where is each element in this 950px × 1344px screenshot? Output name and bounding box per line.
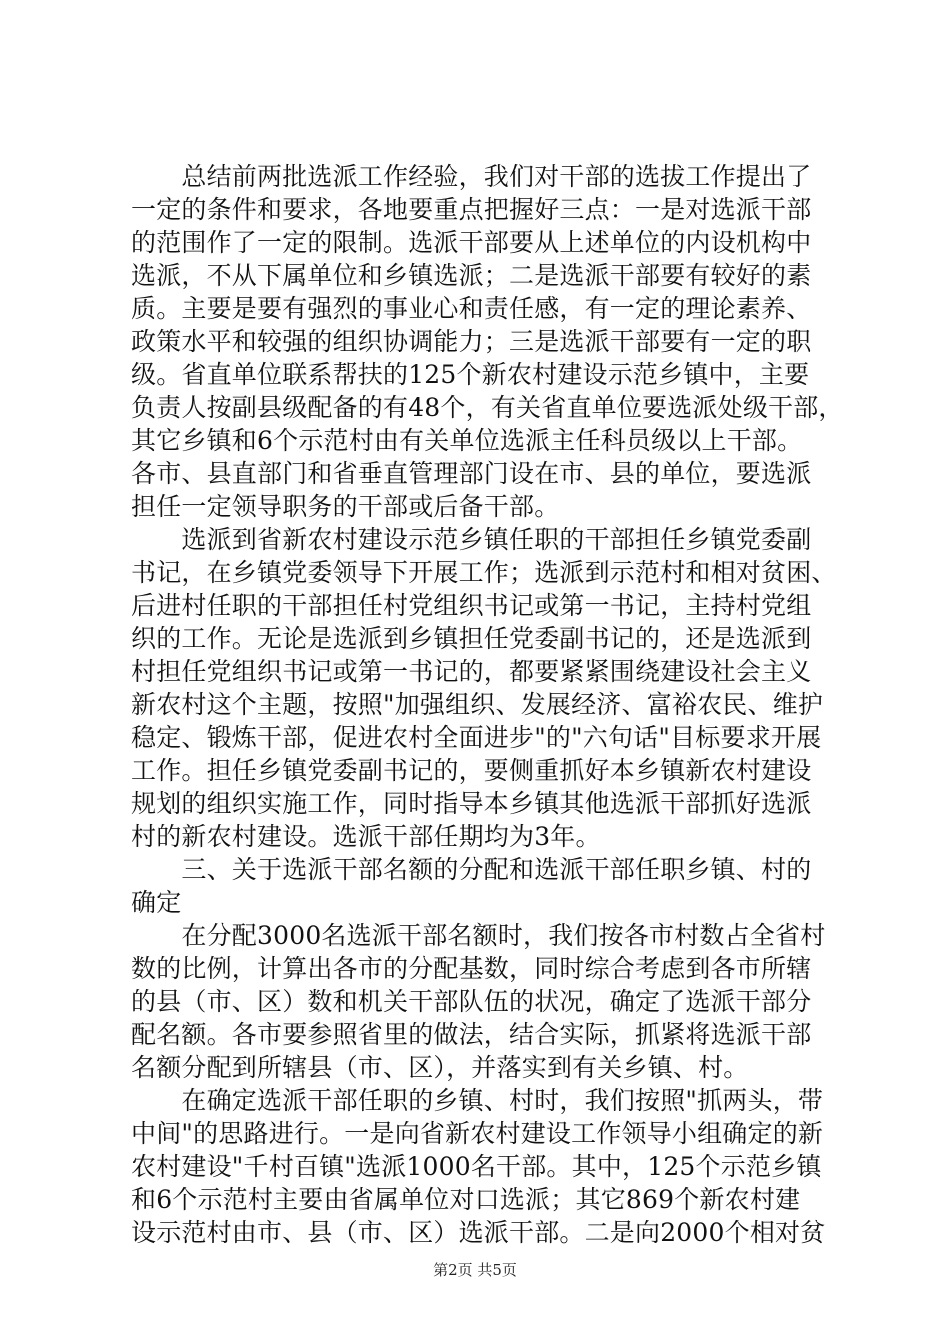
text-line: 在确定选派干部任职的乡镇、村时，我们按照"抓两头，带 (131, 1086, 824, 1115)
text-line: 规划的组织实施工作，同时指导本乡镇其他选派干部抓好选派 (131, 789, 812, 818)
text-line: 在分配3000名选派干部名额时，我们按各市村数占全省村 (131, 921, 826, 950)
page-number-footer: 第2页 共5页 (433, 1261, 517, 1279)
text-line: 织的工作。无论是选派到乡镇担任党委副书记的，还是选派到 (131, 624, 812, 653)
section-heading-line: 三、关于选派干部名额的分配和选派干部任职乡镇、村的 (131, 855, 812, 884)
text-line: 担任一定领导职务的干部或后备干部。 (131, 492, 560, 521)
text-line: 书记，在乡镇党委领导下开展工作；选派到示范村和相对贫困、 (131, 558, 837, 587)
text-line: 质。主要是要有强烈的事业心和责任感，有一定的理论素养、 (131, 294, 812, 323)
text-line: 的县（市、区）数和机关干部队伍的状况，确定了选派干部分 (131, 987, 812, 1016)
text-line: 名额分配到所辖县（市、区），并落实到有关乡镇、村。 (131, 1053, 749, 1082)
text-line: 后进村任职的干部担任村党组织书记或第一书记，主持村党组 (131, 591, 812, 620)
text-line: 设示范村由市、县（市、区）选派干部。二是向2000个相对贫 (131, 1218, 826, 1247)
text-line: 负责人按副县级配备的有48个，有关省直单位要选派处级干部， (131, 393, 844, 422)
text-line: 选派，不从下属单位和乡镇选派；二是选派干部要有较好的素 (131, 261, 812, 290)
document-body (131, 160, 844, 1249)
text-line: 稳定、锻炼干部，促进农村全面进步"的"六句话"目标要求开展 (131, 723, 822, 752)
section-heading-line: 确定 (131, 888, 182, 917)
text-line: 总结前两批选派工作经验，我们对干部的选拔工作提出了 (131, 162, 812, 191)
text-line: 政策水平和较强的组织协调能力；三是选派干部要有一定的职 (131, 327, 812, 356)
text-line: 数的比例，计算出各市的分配基数，同时综合考虑到各市所辖 (131, 954, 812, 983)
text-line: 农村建设"千村百镇"选派1000名干部。其中，125个示范乡镇 (131, 1152, 822, 1181)
text-line: 和6个示范村主要由省属单位对口选派；其它869个新农村建 (131, 1185, 801, 1214)
text-line: 选派到省新农村建设示范乡镇任职的干部担任乡镇党委副 (131, 525, 812, 554)
text-line: 的范围作了一定的限制。选派干部要从上述单位的内设机构中 (131, 228, 812, 257)
text-line: 中间"的思路进行。一是向省新农村建设工作领导小组确定的新 (131, 1119, 824, 1148)
text-line: 村担任党组织书记或第一书记的，都要紧紧围绕建设社会主义 (131, 657, 812, 686)
text-line: 级。省直单位联系帮扶的125个新农村建设示范乡镇中，主要 (131, 360, 810, 389)
text-line: 村的新农村建设。选派干部任期均为3年。 (131, 822, 601, 851)
text-line: 新农村这个主题，按照"加强组织、发展经济、富裕农民、维护 (131, 690, 824, 719)
text-line: 其它乡镇和6个示范村由有关单位选派主任科员级以上干部。 (131, 426, 803, 455)
text-line: 各市、县直部门和省垂直管理部门设在市、县的单位，要选派 (131, 459, 812, 488)
text-line: 工作。担任乡镇党委副书记的，要侧重抓好本乡镇新农村建设 (131, 756, 812, 785)
text-line: 配名额。各市要参照省里的做法，结合实际，抓紧将选派干部 (131, 1020, 812, 1049)
text-line: 一定的条件和要求，各地要重点把握好三点：一是对选派干部 (131, 195, 812, 224)
